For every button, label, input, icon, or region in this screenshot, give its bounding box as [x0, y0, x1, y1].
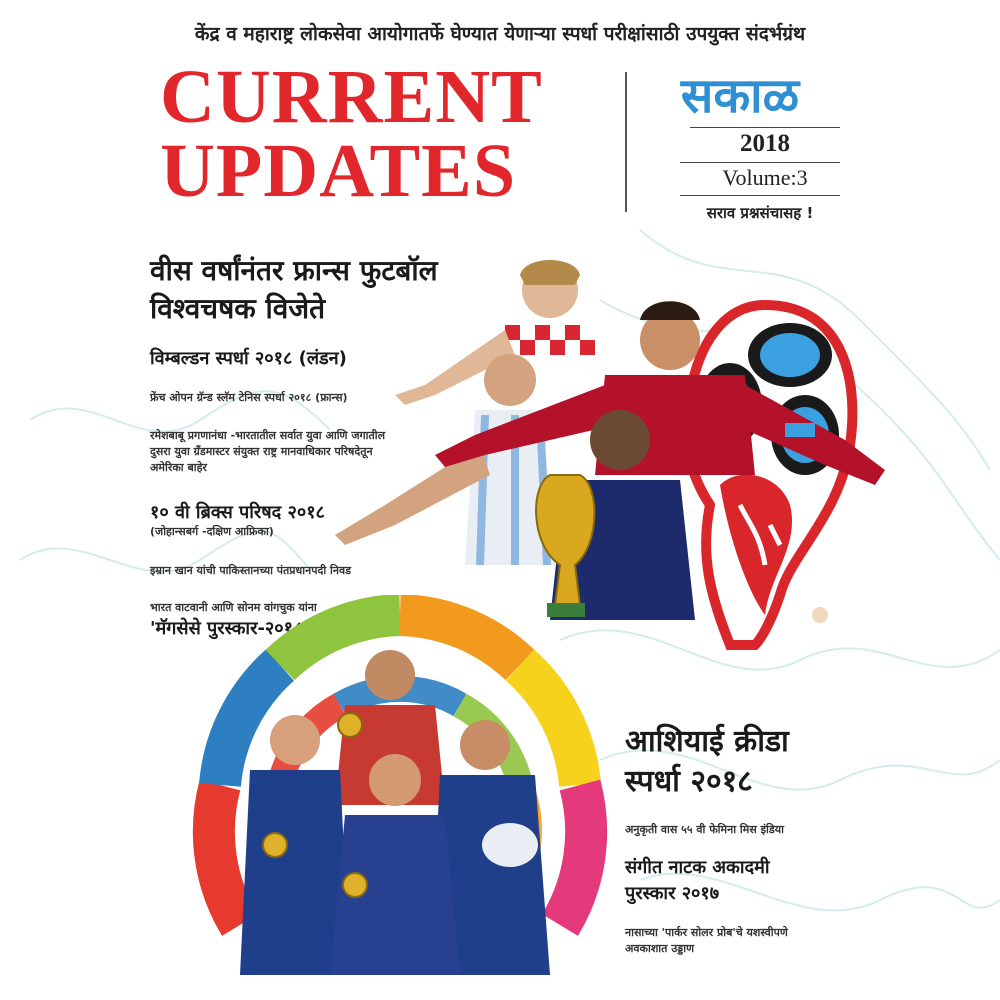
wimbledon-headline: विम्बल्डन स्पर्धा २०१८ (लंडन): [150, 348, 347, 369]
fifa-headline-line-1: वीस वर्षांनंतर फ्रान्स फुटबॉल: [150, 254, 438, 287]
nasa-line-2: अवकाशात उड्डाण: [625, 942, 695, 955]
french-open-headline: फ्रेंच ओपन ग्रॅन्ड स्लॅम टेनिस स्पर्धा २०१८ (फ्रान्स): [150, 391, 348, 404]
chess-line-2: दुसरा युवा ग्रॅंडमास्टर संयुक्त राष्ट्र मानवाधिकार परिषदेतून: [150, 445, 373, 458]
sangeet-natak-headline: [625, 855, 885, 907]
asian-games-line-1: आशियाई क्रीडा: [625, 724, 789, 759]
magazine-title: [160, 55, 620, 213]
edition-year: 2018: [740, 130, 790, 157]
practice-note: सराव प्रश्नसंचासह !: [706, 204, 814, 222]
imran-khan-headline: इम्रान खान यांची पाकिस्तानच्या पंतप्रधानपदी निवड: [150, 564, 351, 577]
asian-games-headline: [625, 722, 885, 802]
brand-rule: [690, 127, 840, 128]
sangeet-line-2: पुरस्कार २०१७: [625, 883, 720, 904]
year-rule: [680, 162, 840, 163]
title-line-2: UPDATES: [160, 129, 517, 213]
fifa-headline-line-2: विश्वचषक विजेते: [150, 292, 326, 325]
header-divider: [625, 72, 627, 212]
fifa-headline: [150, 252, 530, 328]
magsaysay-line-2: 'मॅगसेसे पुरस्कार-२०१८' जाहीर: [150, 618, 354, 639]
volume-rule: [680, 195, 840, 196]
asian-games-line-2: स्पर्धा २०१८: [625, 764, 753, 799]
chess-line-3: अमेरिका बाहेर: [150, 461, 207, 474]
publisher-logo: सकाळ: [680, 68, 800, 124]
sangeet-line-1: संगीत नाटक अकादमी: [625, 857, 770, 878]
nasa-headline: [625, 925, 885, 957]
volume-number: Volume:3: [722, 165, 808, 190]
miss-india-headline: अनुकृती वास ५५ वी फेमिना मिस इंडिया: [625, 823, 784, 836]
magsaysay-line-1: भारत वाटवानी आणि सोनम वांगचुक यांना: [150, 601, 317, 614]
nasa-line-1: नासाच्या 'पार्कर सोलर प्रोब'चे यशस्वीपणे: [625, 926, 788, 939]
chess-line-1: रमेशबाबू प्रगणानंधा -भारतातील सर्वात युवा आणि जगातील: [150, 429, 386, 442]
chess-headline: [150, 428, 470, 476]
title-line-1: CURRENT: [160, 55, 543, 139]
asian-games-emblem-icon: [180, 595, 620, 975]
brics-place: (जोहान्सबर्ग -दक्षिण आफ्रिका): [150, 525, 274, 538]
cover-tagline: केंद्र व महाराष्ट्र लोकसेवा आयोगातर्फे घेण्यात येणाऱ्या स्पर्धा परीक्षांसाठी उपयुक्त संदर्भग्रंथ: [194, 23, 806, 45]
brics-headline: १० वी ब्रिक्स परिषद २०१८: [150, 502, 325, 523]
